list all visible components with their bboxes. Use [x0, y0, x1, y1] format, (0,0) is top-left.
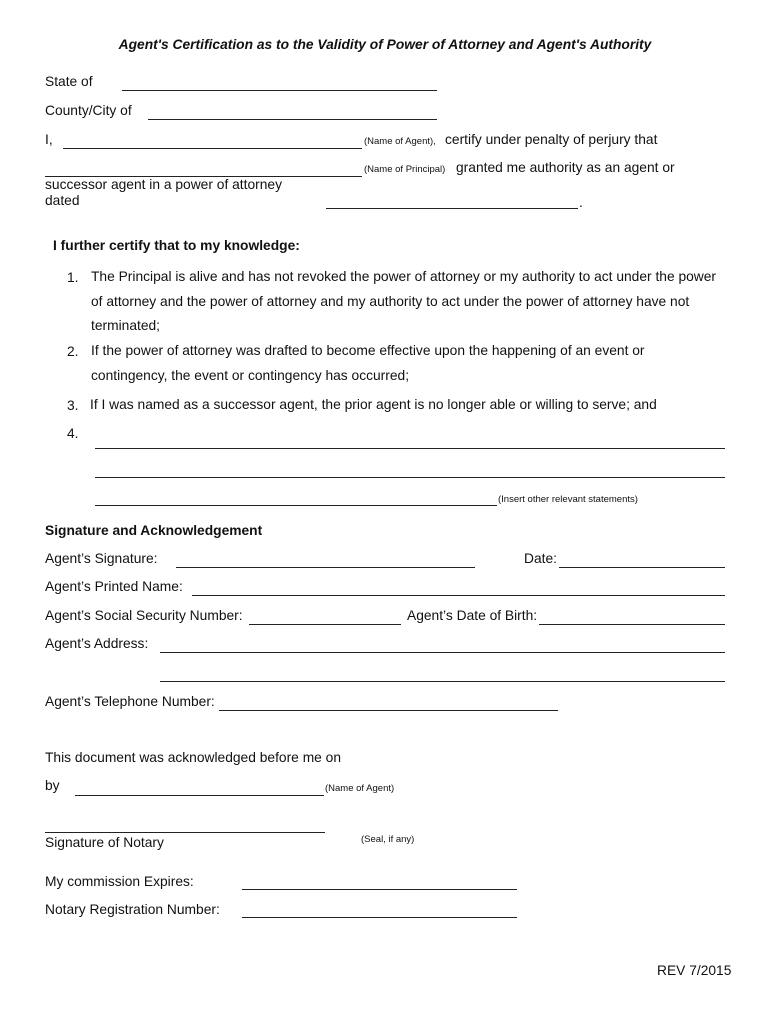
dated-label: dated — [45, 193, 80, 208]
notary-signature-field[interactable] — [45, 832, 325, 833]
dob-label: Agent’s Date of Birth: — [407, 608, 538, 623]
granted-text: granted me authority as an agent or — [456, 160, 675, 175]
dated-field[interactable] — [326, 208, 578, 209]
notary-agent-name-field[interactable] — [75, 795, 324, 796]
revision-label: REV 7/2015 — [657, 963, 732, 978]
other-statement-line-2[interactable] — [95, 477, 725, 478]
other-statement-line-1[interactable] — [95, 448, 725, 449]
county-city-field[interactable] — [148, 119, 437, 120]
commission-expires-label: My commission Expires: — [45, 874, 194, 889]
county-city-label: County/City of — [45, 103, 132, 118]
statement-number: 1. — [67, 270, 79, 285]
statement-number: 3. — [67, 398, 79, 413]
statement-text: The Principal is alive and has not revoked the power of attorney or my authority to act under the power of attorney and the power of attorney and my authority to act under the power of attorney have not terminated; — [91, 269, 717, 333]
name-of-agent-note-notary: (Name of Agent) — [325, 783, 395, 794]
name-of-agent-note: (Name of Agent), — [364, 136, 436, 147]
commission-expires-field[interactable] — [242, 889, 517, 890]
document-title: Agent's Certification as to the Validity of Power of Attorney and Agent's Authority — [118, 37, 652, 52]
statement-text: If the power of attorney was drafted to become effective upon the happening of an event or contingency, the event or contingency has occurred; — [91, 343, 645, 383]
date-label: Date: — [524, 551, 557, 566]
name-of-principal-note: (Name of Principal) — [364, 164, 446, 175]
address-label: Agent’s Address: — [45, 636, 149, 651]
registration-number-field[interactable] — [242, 917, 517, 918]
dob-field[interactable] — [539, 624, 725, 625]
printed-name-field[interactable] — [192, 595, 725, 596]
agent-signature-label: Agent’s Signature: — [45, 551, 158, 566]
state-of-label: State of — [45, 74, 93, 89]
address-field-line-1[interactable] — [160, 652, 725, 653]
insert-statements-note: (Insert other relevant statements) — [498, 494, 638, 505]
telephone-field[interactable] — [219, 710, 558, 711]
statement-number: 4. — [67, 426, 79, 441]
further-certify-heading: I further certify that to my knowledge: — [53, 238, 300, 253]
dated-period: . — [579, 195, 583, 210]
acknowledged-text: This document was acknowledged before me on — [45, 750, 342, 765]
successor-text: successor agent in a power of attorney — [45, 177, 282, 192]
certify-text: certify under penalty of perjury that — [445, 132, 658, 147]
printed-name-label: Agent’s Printed Name: — [45, 579, 183, 594]
agent-signature-field[interactable] — [176, 567, 475, 568]
signature-heading: Signature and Acknowledgement — [45, 523, 263, 538]
ssn-field[interactable] — [249, 624, 401, 625]
telephone-label: Agent’s Telephone Number: — [45, 694, 215, 709]
by-label: by — [45, 778, 60, 793]
date-field[interactable] — [559, 567, 725, 568]
address-field-line-2[interactable] — [160, 681, 725, 682]
registration-number-label: Notary Registration Number: — [45, 902, 220, 917]
statement-text: If I was named as a successor agent, the prior agent is no longer able or willing to serve; and — [90, 397, 657, 412]
i-label: I, — [45, 132, 53, 147]
seal-note: (Seal, if any) — [361, 834, 415, 845]
other-statement-line-3[interactable] — [95, 505, 497, 506]
statement-number: 2. — [67, 344, 79, 359]
agent-name-field[interactable] — [63, 148, 362, 149]
state-of-field[interactable] — [122, 90, 437, 91]
ssn-label: Agent’s Social Security Number: — [45, 608, 243, 623]
signature-of-notary-label: Signature of Notary — [45, 835, 164, 850]
